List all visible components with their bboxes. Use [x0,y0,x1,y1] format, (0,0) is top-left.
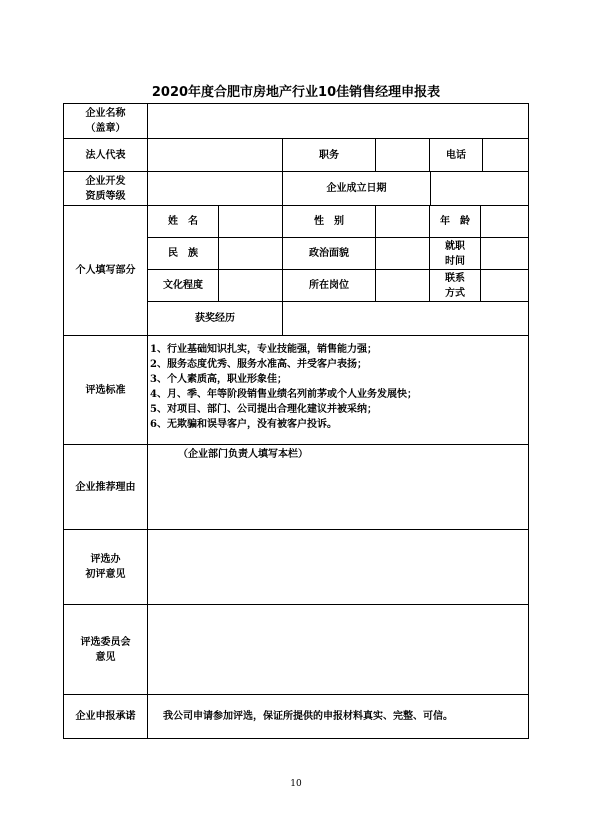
current-post-label: 所在岗位 [282,269,376,302]
criteria-item: 1、行业基础知识扎实，专业技能强，销售能力强； [150,344,377,355]
education-label: 文化程度 [147,269,219,302]
education-field[interactable] [218,269,283,302]
founding-date-label: 企业成立日期 [282,171,431,206]
name-label: 姓 名 [147,205,219,238]
application-form [63,103,529,739]
legal-rep-field[interactable] [147,138,283,172]
recommendation-label: 企业推荐理由 [63,444,148,530]
criteria-item: 5、对项目、部门、公司提出合理化建议并被采纳； [150,404,377,415]
political-status-field[interactable] [375,237,430,270]
phone-label: 电话 [429,138,483,172]
committee-opinion-label: 评选委员会 意见 [63,604,148,695]
pledge-text: 我公司申请参加评选，保证所提供的申报材料真实、完整、可信。 [163,711,453,722]
ethnicity-field[interactable] [218,237,283,270]
criteria-item: 4、月、季、年等阶段销售业绩名列前茅或个人业务发展快； [150,389,417,400]
contact-field[interactable] [480,269,529,302]
office-opinion-label: 评选办 初评意见 [63,529,148,605]
company-name-label: 企业名称 （盖章） [63,103,148,139]
appointment-time-field[interactable] [480,237,529,270]
pledge-label: 企业申报承诺 [63,694,148,739]
criteria-label: 评选标准 [63,335,148,445]
awards-label: 获奖经历 [147,301,283,336]
political-status-label: 政治面貌 [282,237,376,270]
name-field[interactable] [218,205,283,238]
dev-qualification-label: 企业开发 资质等级 [63,171,148,206]
criteria-list [150,342,525,432]
recommendation-note: （企业部门负责人填写本栏） [178,449,308,460]
criteria-item: 6、无欺骗和误导客户，没有被客户投诉。 [150,419,337,430]
appointment-time-label: 就职 时间 [429,237,481,270]
contact-label: 联系 方式 [429,269,481,302]
criteria-item: 3、个人素质高，职业形象佳； [150,374,287,385]
legal-rep-label: 法人代表 [63,138,148,172]
ethnicity-label: 民 族 [147,237,219,270]
personal-section-label: 个人填写部分 [63,205,148,336]
page-number: 10 [290,779,302,789]
dev-qualification-field[interactable] [147,171,283,206]
awards-field[interactable] [282,301,529,336]
phone-field[interactable] [482,138,529,172]
office-opinion-field[interactable] [147,529,529,605]
gender-label: 性 别 [282,205,376,238]
position-label: 职务 [282,138,376,172]
company-name-field[interactable] [147,103,529,139]
founding-date-field[interactable] [430,171,529,206]
form-title: 2020年度合肥市房地产行业10佳销售经理申报表 [151,85,441,100]
current-post-field[interactable] [375,269,430,302]
criteria-item: 2、服务态度优秀、服务水准高、并受客户表扬； [150,359,367,370]
committee-opinion-field[interactable] [147,604,529,695]
gender-field[interactable] [375,205,430,238]
age-field[interactable] [480,205,529,238]
age-label: 年 龄 [429,205,481,238]
position-field[interactable] [375,138,430,172]
